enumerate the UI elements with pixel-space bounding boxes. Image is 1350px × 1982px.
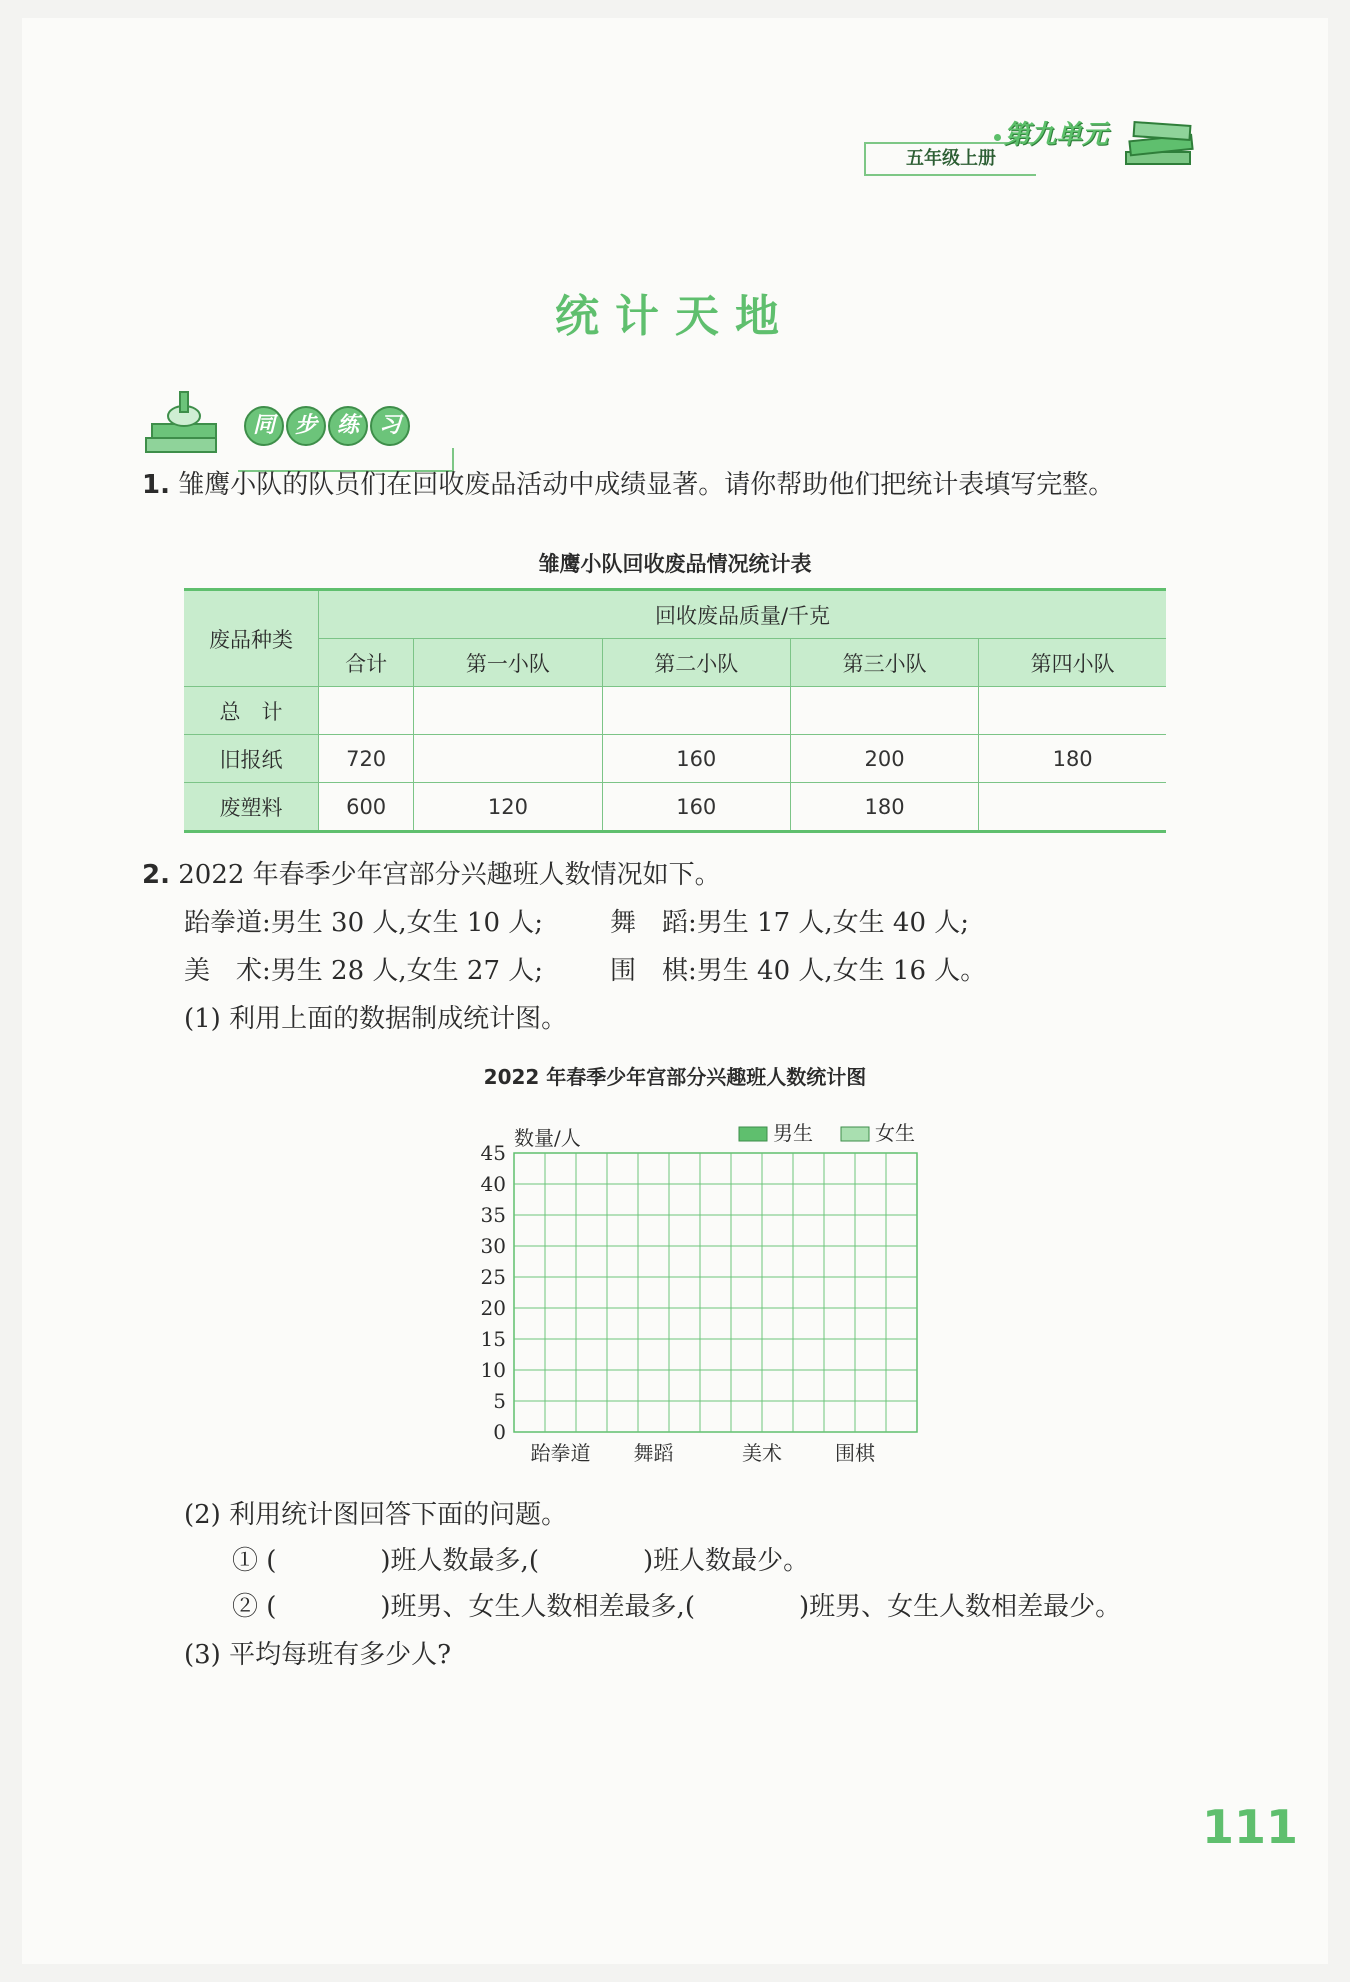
table-cell: 180: [790, 783, 978, 832]
unit-label: 第九单元: [1004, 120, 1109, 150]
y-tick-label: 25: [480, 1265, 506, 1289]
row-label: 总 计: [184, 687, 319, 735]
column-header: 第四小队: [979, 639, 1166, 687]
question-number: 1.: [142, 470, 170, 500]
y-tick-label: 20: [480, 1296, 506, 1320]
grade-label: 五年级上册: [864, 142, 1036, 176]
sub-question-1: (1) 利用上面的数据制成统计图。: [184, 1004, 568, 1034]
table-cell: 720: [319, 735, 414, 783]
sub-question-2: (2) 利用统计图回答下面的问题。: [184, 1500, 568, 1530]
legend-swatch: [841, 1127, 869, 1141]
table-cell: 600: [319, 783, 414, 832]
x-tick-label: 美术: [742, 1441, 782, 1465]
sub-question-2-1: ① ( )班人数最多,( )班人数最少。: [232, 1546, 810, 1576]
data-line: 跆拳道:男生 30 人,女生 10 人;: [184, 908, 544, 938]
y-tick-label: 5: [493, 1389, 506, 1413]
row-label: 旧报纸: [184, 735, 319, 783]
bar-chart[interactable]: [452, 1103, 952, 1473]
y-tick-label: 10: [480, 1358, 506, 1382]
table-cell: 180: [979, 735, 1166, 783]
y-tick-label: 0: [493, 1420, 506, 1444]
section-char: 步: [286, 406, 326, 446]
table-cell[interactable]: [979, 687, 1166, 735]
table-cell: 200: [790, 735, 978, 783]
legend-swatch: [739, 1127, 767, 1141]
question-2: [142, 854, 721, 891]
table-cell[interactable]: [602, 687, 790, 735]
x-tick-label: 跆拳道: [530, 1441, 591, 1465]
table-cell[interactable]: [790, 687, 978, 735]
books-icon: [1122, 112, 1202, 182]
y-tick-label: 15: [480, 1327, 506, 1351]
section-char: 同: [244, 406, 284, 446]
table-title: 雏鹰小队回收废品情况统计表: [538, 552, 812, 576]
section-char: 习: [370, 406, 410, 446]
y-tick-label: 40: [480, 1172, 506, 1196]
table-row: [184, 783, 1166, 832]
table-cell[interactable]: [319, 687, 414, 735]
question-text: 雏鹰小队的队员们在回收废品活动中成绩显著。请你帮助他们把统计表填写完整。: [178, 470, 1115, 500]
column-header: 第三小队: [790, 639, 978, 687]
table-cell[interactable]: [414, 687, 602, 735]
column-header: 第一小队: [414, 639, 602, 687]
question-intro: 2022 年春季少年宫部分兴趣班人数情况如下。: [178, 860, 721, 890]
data-line: 围 棋:男生 40 人,女生 16 人。: [610, 956, 987, 986]
plot-area: [514, 1153, 917, 1432]
legend-label: 男生: [773, 1121, 813, 1145]
y-tick-label: 35: [480, 1203, 506, 1227]
x-tick-label: 围棋: [835, 1441, 875, 1465]
sub-question-2-2: ② ( )班男、女生人数相差最多,( )班男、女生人数相差最少。: [232, 1592, 1122, 1622]
table-row: [184, 735, 1166, 783]
y-axis-label: 数量/人: [514, 1126, 581, 1150]
section-title: [244, 406, 410, 446]
stacked-books-icon: [142, 386, 232, 466]
legend-label: 女生: [875, 1121, 915, 1145]
table-cell: 120: [414, 783, 602, 832]
table-cell[interactable]: [979, 783, 1166, 832]
table-cell[interactable]: [414, 735, 602, 783]
section-char: 练: [328, 406, 368, 446]
sub-question-3: (3) 平均每班有多少人?: [184, 1640, 452, 1670]
badge-dot: [994, 134, 1001, 141]
row-label: 废塑料: [184, 783, 319, 832]
column-header: 第二小队: [602, 639, 790, 687]
head-group: 回收废品质量/千克: [319, 590, 1167, 639]
stat-table: [184, 588, 1166, 833]
page-number: 111: [1202, 1800, 1299, 1854]
section-badge: [142, 386, 462, 466]
data-line: 舞 蹈:男生 17 人,女生 40 人;: [610, 908, 970, 938]
question-number: 2.: [142, 860, 170, 890]
y-tick-label: 30: [480, 1234, 506, 1258]
x-tick-label: 舞蹈: [633, 1441, 674, 1465]
y-tick-label: 45: [480, 1141, 506, 1165]
question-1: [142, 464, 1114, 501]
unit-badge: [864, 112, 1194, 186]
page: [22, 18, 1328, 1964]
table-cell: 160: [602, 735, 790, 783]
table-row: [184, 687, 1166, 735]
column-header: 合计: [319, 639, 414, 687]
data-line: 美 术:男生 28 人,女生 27 人;: [184, 956, 544, 986]
chart-title: 2022 年春季少年宫部分兴趣班人数统计图: [483, 1065, 867, 1089]
table-cell: 160: [602, 783, 790, 832]
head-category: 废品种类: [184, 590, 319, 687]
page-title: 统计天地: [555, 291, 795, 342]
